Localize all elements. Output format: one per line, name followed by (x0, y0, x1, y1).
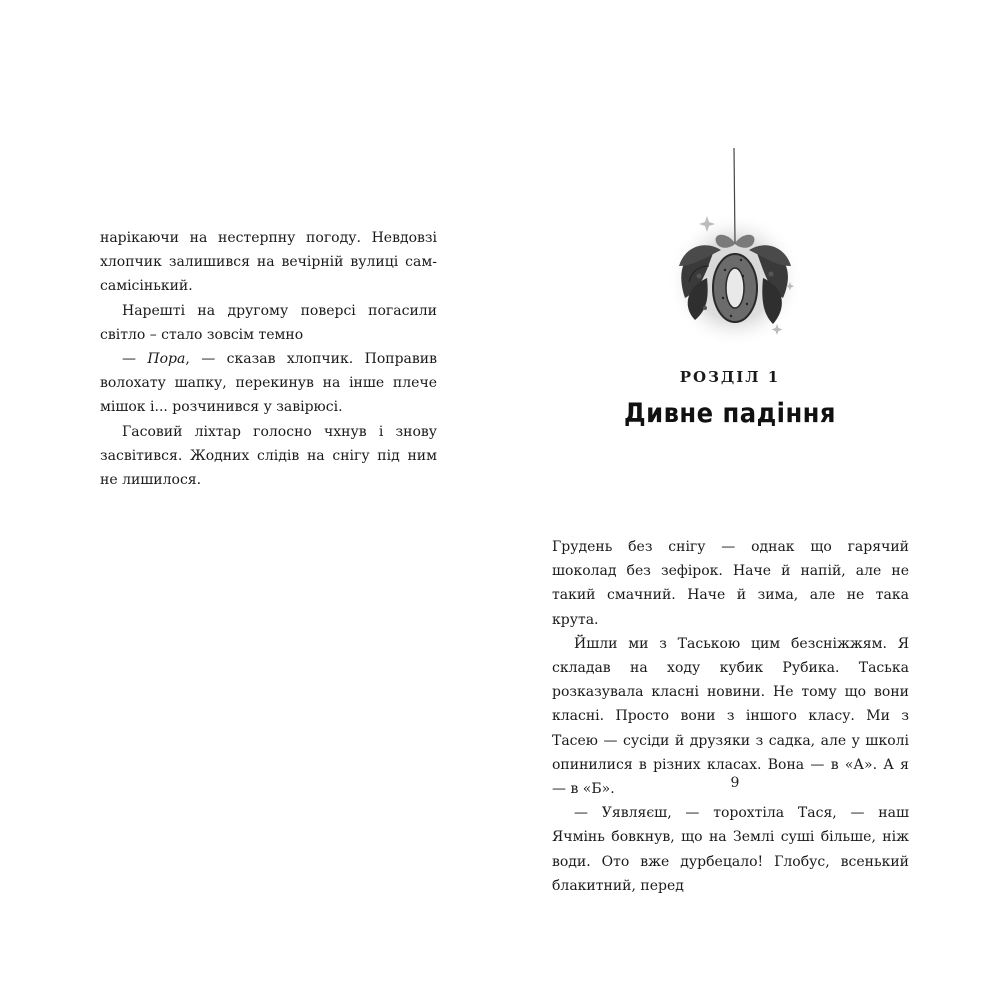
wreath-with-ring-ornament-icon (655, 148, 805, 358)
chapter-label: РОЗДІЛ 1 (679, 368, 781, 386)
right-page (500, 0, 1000, 1000)
left-paragraph-1: нарікаючи на нестерпну погоду. Невдовзі хлопчик залишився на вечірній вулиці сам-самісінький. (100, 230, 437, 295)
chapter-title: Дивне падіння (624, 398, 836, 429)
dialogue-dash: — (122, 351, 148, 368)
right-page-text (552, 535, 909, 898)
left-paragraph-4: Гасовий ліхтар голосно чхнув і знову засвітився. Жодних слідів на снігу під ним не лишилося. (100, 423, 437, 489)
right-paragraph-2: Йшли ми з Таською цим безсніжжям. Я складав на ходу кубик Рубика. Таська розказувала класні новини. Не тому що вони класні. Просто вони з іншого класу. Ми з Тасею — сусіди й друзяки з садка, але у школі опинилися в різних класах. Вона — в «А». А я — в «Б». (552, 635, 909, 798)
left-page-text (100, 226, 437, 492)
left-paragraph-2: Нарешті на другому поверсі погасили світло – стало зовсім темно (100, 302, 437, 343)
dialogue-rest: , — сказав хлопчик. Поправив волохату шапку, перекинув на інше плече мішок і... розчинився у завірюсі. (100, 351, 437, 416)
right-paragraph-1: Грудень без снігу — однак що гарячий шоколад без зефірок. Наче й напій, але не такий смачний. Наче й зима, але не така крута. (552, 539, 909, 628)
page-number: 9 (730, 775, 740, 791)
right-paragraph-3: — Уявляєш, — торохтіла Тася, — наш Ячмінь бовкнув, що на Землі суші більше, ніж води. Ото вже дурбецало! Глобус, всенький блакитний, перед (552, 805, 909, 894)
emphasized-word: Пора (147, 351, 186, 368)
left-paragraph-3 (100, 347, 437, 420)
